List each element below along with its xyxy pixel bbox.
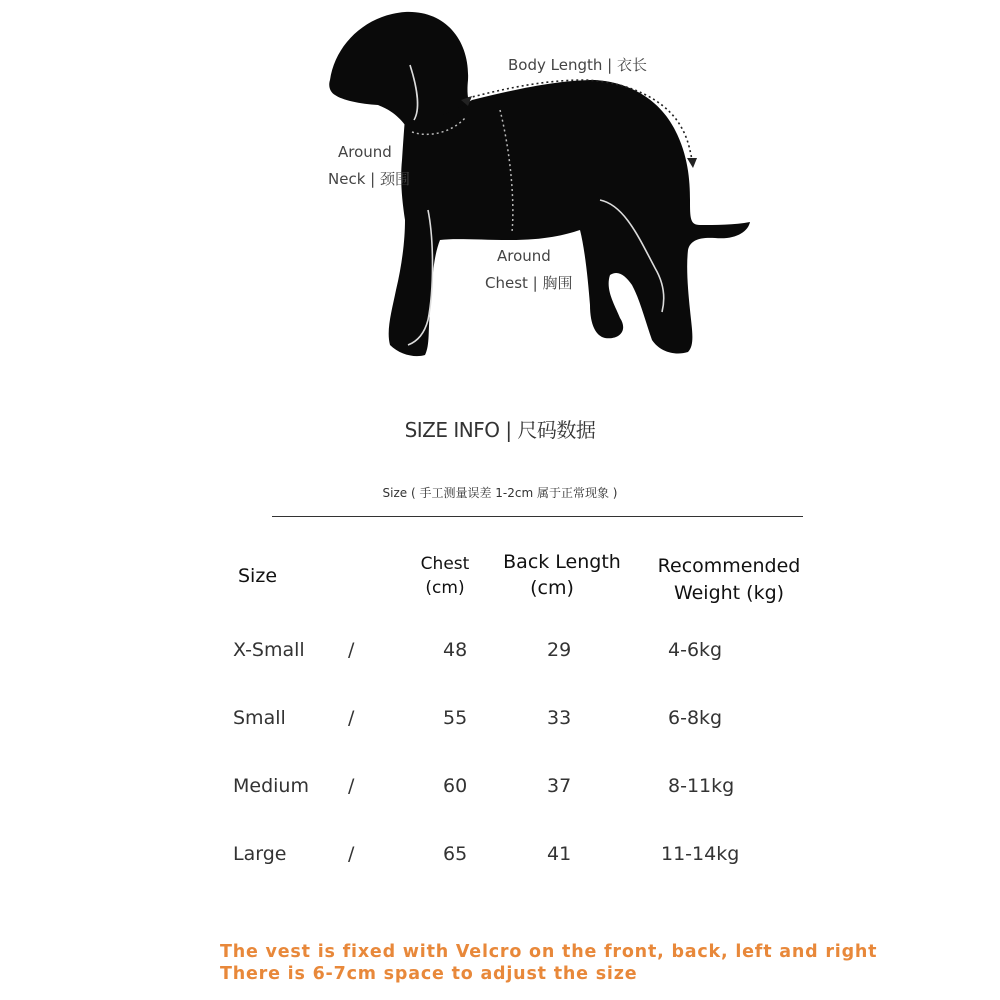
measurement-note: Size ( 手工测量误差 1-2cm 属于正常现象 ) [382,486,618,500]
row-small-back: 33 [547,707,572,729]
row-xsmall-separator: / [348,639,355,661]
page-title: SIZE INFO | 尺码数据 [404,418,596,442]
row-small-chest: 55 [443,707,468,729]
row-xsmall-chest: 48 [443,639,468,661]
chest-label-line1: Around [497,247,551,265]
row-small-size: Small [233,707,286,729]
header-size: Size [238,565,278,587]
row-large-chest: 65 [443,843,468,865]
header-weight-line1: Recommended [657,555,801,577]
row-medium-size: Medium [233,775,309,797]
header-chest-line1: Chest [420,554,470,574]
row-medium-chest: 60 [443,775,468,797]
divider-line [272,516,803,517]
row-xsmall-back: 29 [547,639,572,661]
header-weight-line2: Weight (kg) [673,582,785,604]
row-large-back: 41 [547,843,572,865]
row-small-weight: 6-8kg [668,707,723,729]
row-medium-separator: / [348,775,355,797]
neck-label-line1: Around [338,143,392,161]
footer-note-adjust: There is 6-7cm space to adjust the size [220,964,638,984]
body-length-arrowhead [687,158,697,168]
header-back-line2: (cm) [530,577,574,599]
header-back-line1: Back Length [503,551,621,573]
body-length-label: Body Length | 衣长 [508,56,647,74]
row-xsmall-size: X-Small [233,639,305,661]
row-small-separator: / [348,707,355,729]
row-medium-back: 37 [547,775,572,797]
row-large-separator: / [348,843,355,865]
neck-label-line2: Neck | 颈围 [328,170,410,188]
dog-body [389,80,750,356]
row-xsmall-weight: 4-6kg [668,639,723,661]
header-chest-line2: (cm) [425,578,465,598]
footer-note-velcro: The vest is fixed with Velcro on the front, back, left and right [220,942,878,962]
chest-label-line2: Chest | 胸围 [485,274,573,292]
row-large-size: Large [233,843,287,865]
row-medium-weight: 8-11kg [668,775,735,797]
row-large-weight: 11-14kg [661,843,740,865]
